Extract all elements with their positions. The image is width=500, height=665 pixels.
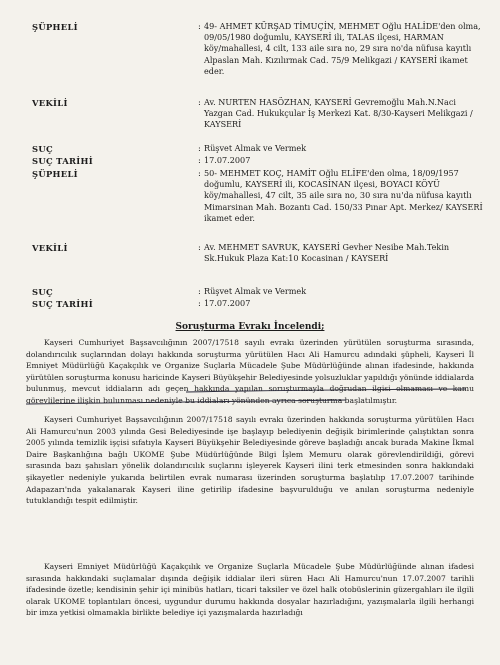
crime-date-value: 17.07.2007 <box>204 298 251 308</box>
crime-label: SUÇ <box>32 287 53 297</box>
lawyer-label: VEKİLİ <box>32 98 68 108</box>
suspect-details: 50- MEHMET KOÇ, HAMİT Oğlu ELİFE'den olma, 18/09/1957 doğumlu, KAYSERİ ili, KOCASİNAN ilçesi, BOYACI KÖYÜ köy/mahallesi, 47 cilt, 35 aile sıra no, 30 sıra nu'da nüfusa kayıtlı Mimarsinan Mah. Bozantı Cad. 150/33 Pınar Apt. Merkez/ KAYSERİ ikamet eder. <box>204 168 483 223</box>
crime-date-label: SUÇ TARİHİ <box>32 299 93 309</box>
lawyer-details: Av. NURTEN HASÖZHAN, KAYSERİ Gevremoğlu Mah.N.Naci Yazgan Cad. Hukukçular İş Merkezi Kat. 8/30-Kayseri Melikgazi / KAYSERİ <box>204 97 473 130</box>
crime-label: SUÇ <box>32 144 53 154</box>
colon: : <box>198 299 201 309</box>
lawyer-label: VEKİLİ <box>32 243 68 253</box>
body-paragraph-2: Kayseri Cumhuriyet Başsavcılığının 2007/17518 sayılı evrakı üzerinden hakkında soruşturma yürütülen Hacı Ali Hamurcu'nun 2003 yılında Gesi Belediyesinde işe başlayıp belediyenin değişik birimlerinde çalıştıktan sonra 2005 yılında temizlik işçisi sıfatıyla Kayseri Büyükşehir Belediyesinde göreve başladığı ancak burada Makine İkmal Daire Başkanlığına bağlı UKOME Şube Müdürlüğünde Bilgi İşlem Memuru olarak görevlendirildiği, görevi sırasında bazı şahısları yönelik dolandırıcılık suçlarını işleyerek Kayseri ilini terk etmesinden sonra hakkındaki şikayetler nedeniyle yukarıda belirtilen evrak numarası üzerinden soruşturma başlatılıp 17.07.2007 tarihinde Adapazarı'nda yakalanarak Kayseri iline getirilip ifadesine başvurulduğu ve anılan soruşturma nedeniyle tutuklandığı tespit edilmiştir. <box>26 415 474 506</box>
colon: : <box>198 22 201 32</box>
crime-date-value: 17.07.2007 <box>204 155 251 165</box>
lawyer-details: Av. MEHMET SAVRUK, KAYSERİ Gevher Nesibe Mah.Tekin Sk.Hukuk Plaza Kat:10 Kocasinan / KAYSERİ <box>204 242 450 264</box>
colon: : <box>198 169 201 179</box>
colon: : <box>198 243 201 253</box>
crime-date-label: SUÇ TARİHİ <box>32 156 93 166</box>
suspect-label: ŞÜPHELİ <box>32 22 78 32</box>
colon: : <box>198 156 201 166</box>
suspect-label: ŞÜPHELİ <box>32 169 78 179</box>
colon: : <box>198 98 201 108</box>
crime-value: Rüşvet Almak ve Vermek <box>204 286 307 296</box>
pen-underline-marks <box>26 383 474 413</box>
crime-value: Rüşvet Almak ve Vermek <box>204 143 307 153</box>
suspect-details: 49- AHMET KÜRŞAD TİMUÇİN, MEHMET Oğlu HALİDE'den olma, 09/05/1980 doğumlu, KAYSERİ ili, TALAS ilçesi, HARMAN köy/mahallesi, 4 cilt, 133 aile sıra no, 29 sıra no'da nüfusa kayıtlı Alpaslan Mah. Kızılırmak Cad. 75/9 Melikgazi / KAYSERİ ikamet eder. <box>204 21 481 76</box>
body-paragraph-3: Kayseri Emniyet Müdürlüğü Kaçakçılık ve Organize Suçlarla Mücadele Şube Müdürlüğünde alınan ifadesi sırasında hakkındaki suçlamalar dışında değişik iddialar ileri süren Hacı Ali Hamurcu'nun 17.07.2007 tarihli ifadesinde özetle; kendisinin şehir içi minibüs hatları, ticari taksiler ve özel halk otobüslerinin güzergahları ile ilgili olarak UKOME toplantıları öncesi, uygundur durumu hakkında dosyalar hazırladığını, yazışmalarla ilgili herhangi bir imza yetkisi olmamakla birlikte belediye içi yazışmalarda hazırladığı <box>26 562 474 618</box>
colon: : <box>198 144 201 154</box>
body-paragraph-1: Kayseri Cumhuriyet Başsavcılığının 2007/17518 sayılı evrakı üzerinden yürütülen soruşturma sırasında, dolandırıcılık suçlarından dolayı hakkında soruşturma yürütülen Hacı Ali Hamurcu adındaki şüpheli, Kayseri İl Emniyet Müdürlüğü Kaçakçılık ve Organize Suçlarla Mücadele Şube Müdürlüğünde alınan ifadesinde, hakkında yürütülen soruşturma konusu haricinde Kayseri Büyükşehir Belediyesinde yolsuzluklar yapıldığı yönünde iddialarda bulunmuş, mevcut iddiaların adı geçen hakkında yapılan soruşturmayla doğrudan ilgisi olmaması ve kamu görevlilerine ilişkin bulunması nedeniyle bu iddiaları yönünden ayrıca soruşturma başlatılmıştır. <box>26 338 474 405</box>
section-heading: Soruşturma Evrakı İncelendi; <box>175 322 325 332</box>
colon: : <box>198 287 201 297</box>
